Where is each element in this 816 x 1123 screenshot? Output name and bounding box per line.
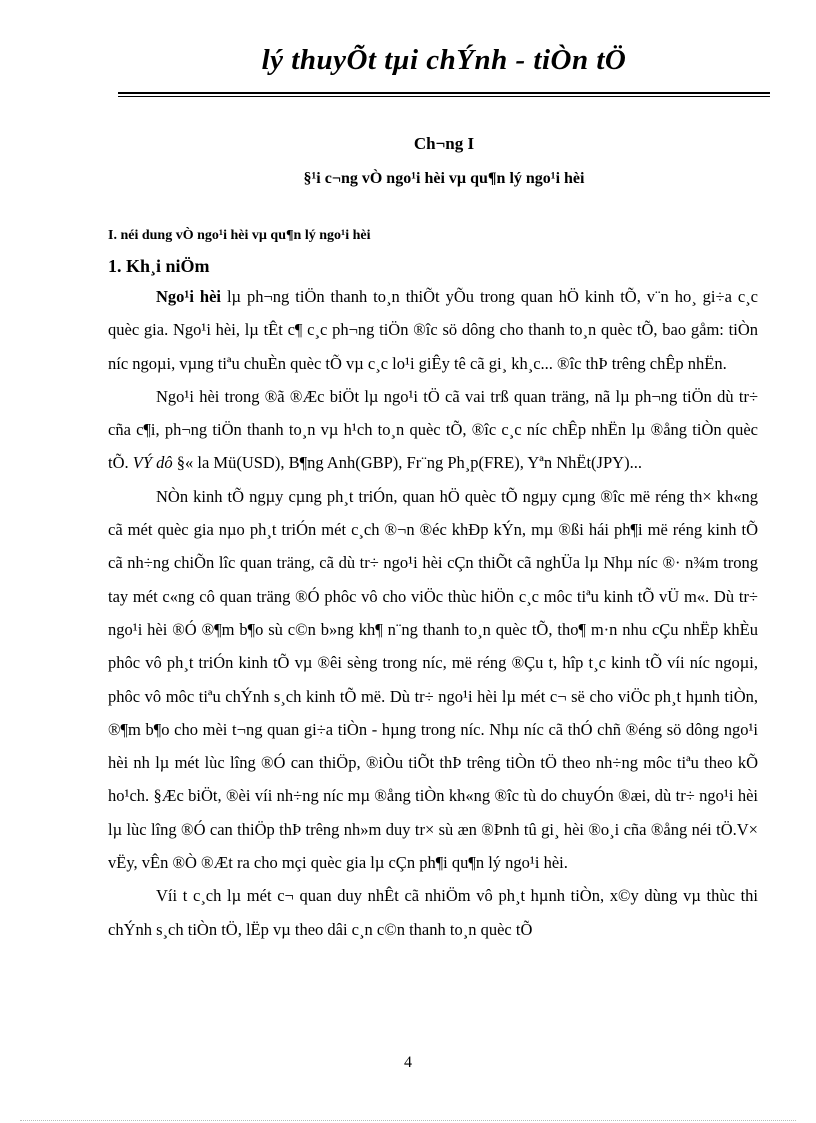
paragraph-2-examples: §« la Mü(USD), B¶ng Anh(GBP), Fr¨ng Ph¸p(FRE), Yªn NhËt(JPY)...: [172, 453, 642, 473]
header-rule-thin: [118, 96, 770, 97]
paragraph-2: [108, 380, 758, 480]
header-rule-thick: [118, 92, 770, 94]
section-heading: I. néi dung vÒ ngo¹i hèi vµ qu¶n lý ngo¹i hèi: [108, 228, 371, 243]
chapter-title: §¹i c¬ng vÒ ngo¹i hèi vµ qu¶n lý ngo¹i hèi: [303, 170, 585, 187]
paragraph-4: Víi t c¸ch lµ mét c¬ quan duy nhÊt cã nhiÖm vô ph¸t hµnh tiÒn, x©y dùng vµ thùc thi chÝnh s¸ch tiÒn tÖ, lËp vµ theo dâi c¸n c©n thanh to¸n quèc tÕ: [108, 886, 758, 939]
body-text: [108, 280, 758, 946]
paragraph-2-text: Ngo¹i hèi trong ®ã ®Æc biÖt lµ ngo¹i tÖ cã vai trß quan träng, nã lµ ph¬ng tiÖn dù tr÷ cña c¶i, ph¬ng tiÖn thanh to¸n vµ h¹ch to¸n quèc tÕ, ®îc c¸c níc chÊp nhËn lµ ®ång tiÒn quèc tÕ.: [108, 386, 758, 473]
paragraph-3: NÒn kinh tÕ ngµy cµng ph¸t triÓn, quan hÖ quèc tÕ ngµy cµng ®îc më réng th× kh«ng cã mét quèc gia nµo ph¸t triÓn mét c¸ch ®¬n ®éc khÐp kÝn, mµ ®ßi hái ph¶i më réng kinh tÕ cã nh÷ng chiÕn lîc quan träng, cã dù tr÷ ngo¹i hèi cÇn thiÕt cã nghÜa lµ Nhµ níc ®· n¾m trong tay mét c«ng cô quan träng ®Ó phôc vô cho viÖc thùc hiÖn c¸c môc tiªu kinh tÕ vÜ m«. Dù tr÷ ngo¹i hèi ®Ó ®¶m b¶o sù c©n b»ng kh¶ n¨ng thanh to¸n quèc tÕ, tho¶ m·n nhu cÇu nhËp khÈu phôc vô ph¸t triÓn kinh tÕ vµ ®êi sèng trong níc, më réng ®Çu t, hîp t¸c kinh tÕ víi níc ngoµi, phôc vô môc tiªu chÝnh s¸ch kinh tÕ më. Dù tr÷ ngo¹i hèi lµ mét c¬ së cho viÖc ph¸t hµnh tiÒn, ®¶m b¶o cho mèi t¬ng quan gi÷a tiÒn - hµng trong níc. Nhµ níc cã thÓ chñ ®éng sö dông ngo¹i hèi nh lµ mét lùc lîng ®Ó can thiÖp, ®iÒu tiÕt thÞ trêng tiÒn tÖ theo nh÷ng môc tiªu theo kÕ ho¹ch. §Æc biÖt, ®èi víi nh÷ng níc mµ ®ång tiÒn kh«ng ®îc tù do chuyÓn ®æi, dù tr÷ ngo¹i hèi lµ lùc lîng ®Ó can thiÖp thÞ trêng nh»m duy tr× sù æn ®Þnh tû gi¸ hèi ®o¸i cña ®ång néi tÖ.V× vËy, vÊn ®Ò ®Æt ra cho mçi quèc gia lµ cÇn ph¶i qu¶n lý ngo¹i hèi.: [108, 486, 758, 873]
term-bold: Ngo¹i hèi: [156, 287, 221, 306]
running-header: lý thuyÕt tµi chÝnh - tiÒn tÖ: [261, 44, 627, 76]
page-edge-divider: [20, 1120, 796, 1121]
example-label: VÝ dô: [132, 453, 173, 473]
paragraph-1: [108, 280, 758, 380]
paragraph-1-text: lµ ph¬ng tiÖn thanh to¸n thiÕt yÕu trong quan hÖ kinh tÕ, v¨n ho¸ gi÷a c¸c quèc gia. Ngo¹i hèi, lµ tÊt c¶ c¸c ph¬ng tiÖn ®îc sö dông cho thanh to¸n quèc tÕ, bao gåm: tiÒn níc ngoµi, vµng tiªu chuÈn quèc tÕ vµ c¸c lo¹i giÊy tê cã gi¸ kh¸c... ®îc thÞ trêng chÊp nhËn.: [108, 287, 758, 373]
chapter-label: Ch¬ng I: [413, 134, 475, 153]
subsection-heading: 1. Kh¸i niÖm: [108, 256, 210, 276]
page-number: 4: [404, 1054, 412, 1071]
